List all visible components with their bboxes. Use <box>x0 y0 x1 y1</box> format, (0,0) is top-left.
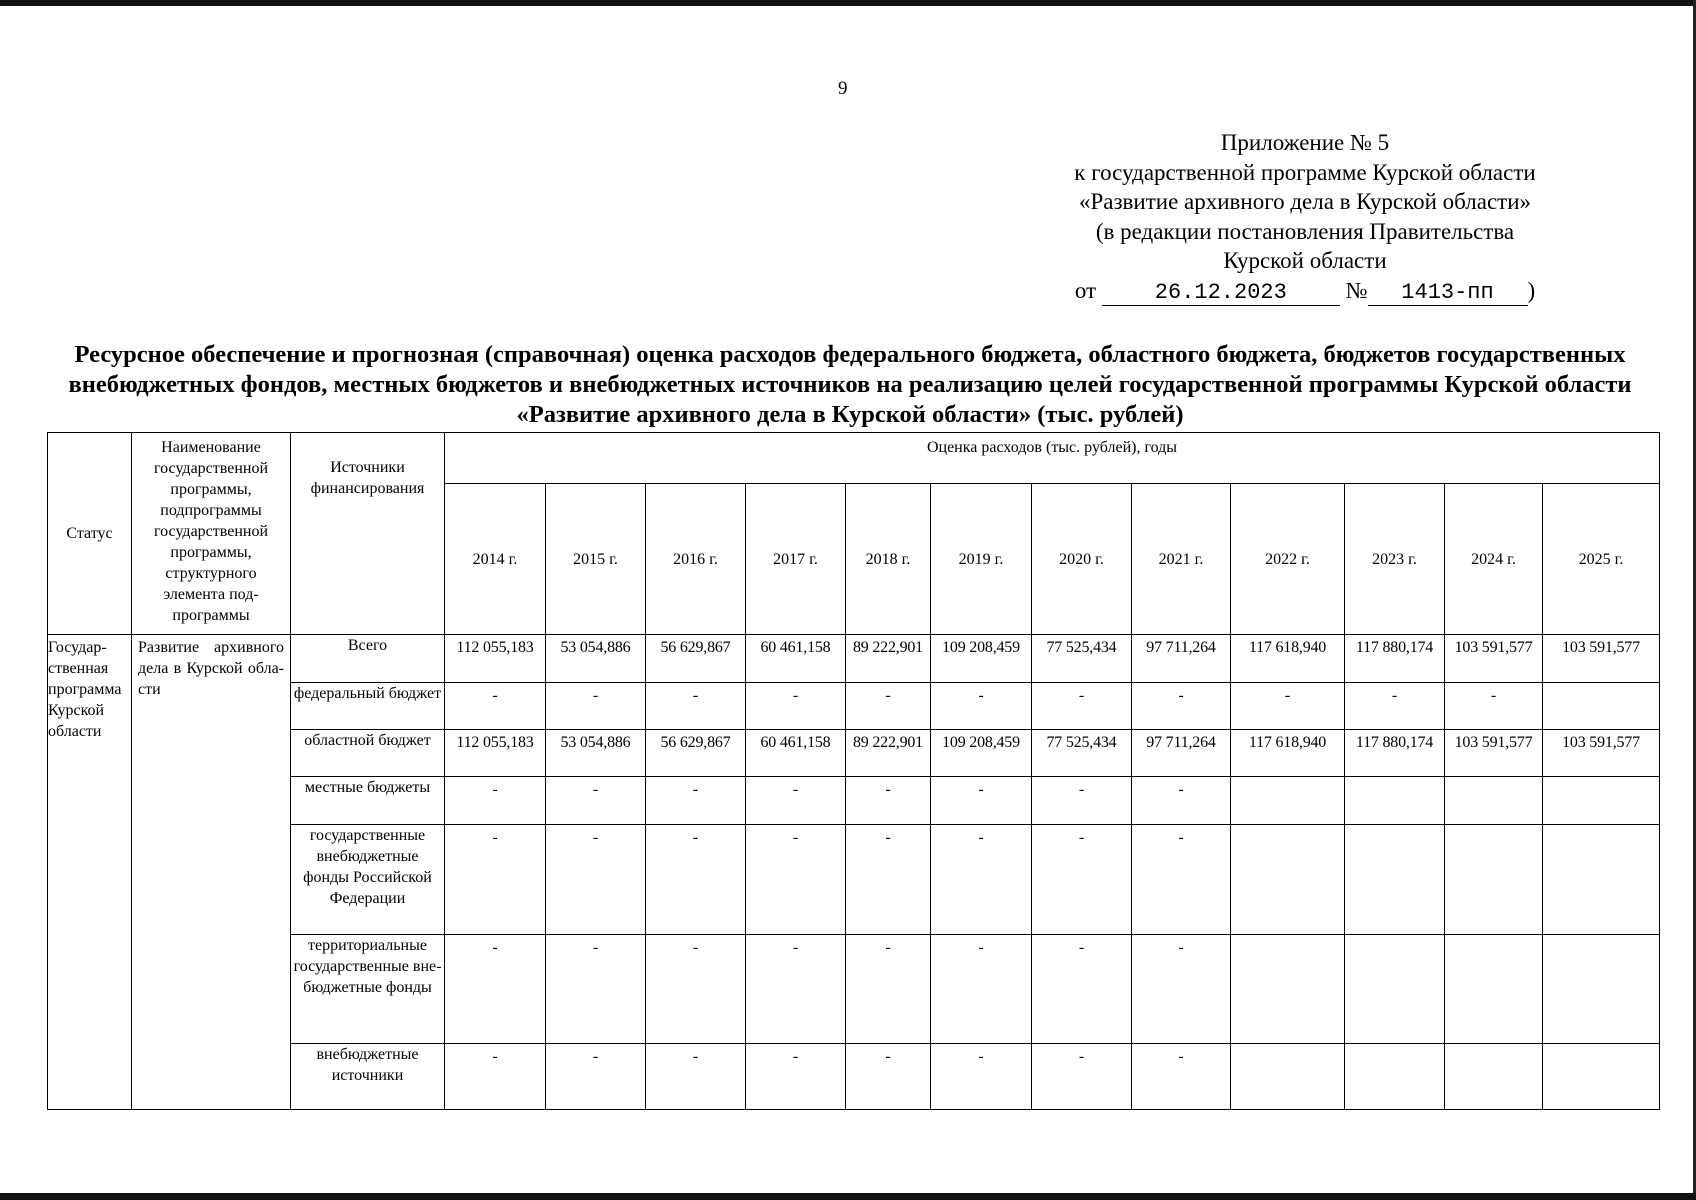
value-cell: - <box>846 1044 931 1110</box>
value-cell: - <box>746 1044 846 1110</box>
from-label: от <box>1074 277 1097 303</box>
value-cell: 77 525,434 <box>1032 635 1132 683</box>
year-header: 2021 г. <box>1132 484 1231 635</box>
value-cell: - <box>746 777 846 825</box>
value-cell: - <box>1231 683 1345 730</box>
value-cell: 103 591,577 <box>1543 635 1660 683</box>
value-cell: 97 711,264 <box>1132 730 1231 777</box>
resources-table <box>47 432 1660 1110</box>
value-cell: 53 054,886 <box>546 730 646 777</box>
appendix-line-3: «Развитие архивного дела в Курской области» <box>1078 189 1532 214</box>
value-cell <box>1543 935 1660 1044</box>
value-cell: 56 629,867 <box>646 635 746 683</box>
value-cell <box>1231 825 1345 935</box>
value-cell: 103 591,577 <box>1445 635 1543 683</box>
document-title: Ресурсное обеспечение и прогнозная (справочная) оценка расходов федерального бюджета, областного бюджета, бюджетов государственных внебюджетных фондов, местных бюджетов и внебюджетных источников на реализацию целей государственной программы Курской области «Развитие архивного дела в Курской области» (тыс. рублей) <box>68 341 1632 428</box>
value-cell: 60 461,158 <box>746 730 846 777</box>
value-cell: - <box>931 777 1032 825</box>
source-cell: местные бюджеты <box>291 777 445 825</box>
decree-number: 1413-пп <box>1368 281 1528 306</box>
value-cell: 89 222,901 <box>846 730 931 777</box>
value-cell: 109 208,459 <box>931 635 1032 683</box>
value-cell <box>1445 777 1543 825</box>
scan-border-top <box>0 0 1696 6</box>
value-cell: 117 618,940 <box>1231 635 1345 683</box>
source-cell: областной бюджет <box>291 730 445 777</box>
value-cell: - <box>445 1044 546 1110</box>
value-cell: - <box>931 683 1032 730</box>
header-sources: Источники финансирования <box>291 433 445 635</box>
source-cell: федеральный бюджет <box>291 683 445 730</box>
value-cell: - <box>846 825 931 935</box>
value-cell: 77 525,434 <box>1032 730 1132 777</box>
value-cell: - <box>846 935 931 1044</box>
appendix-header <box>1010 128 1600 306</box>
value-cell: - <box>1132 825 1231 935</box>
value-cell: - <box>1345 683 1445 730</box>
value-cell: 97 711,264 <box>1132 635 1231 683</box>
value-cell: 60 461,158 <box>746 635 846 683</box>
value-cell: - <box>646 777 746 825</box>
appendix-line-1: Приложение № 5 <box>1220 130 1390 155</box>
value-cell: - <box>445 683 546 730</box>
value-cell: - <box>931 1044 1032 1110</box>
value-cell <box>1345 1044 1445 1110</box>
value-cell: - <box>931 935 1032 1044</box>
value-cell: - <box>1132 1044 1231 1110</box>
value-cell: - <box>1132 683 1231 730</box>
value-cell: 109 208,459 <box>931 730 1032 777</box>
value-cell: - <box>546 825 646 935</box>
value-cell <box>1345 825 1445 935</box>
value-cell: - <box>1032 825 1132 935</box>
appendix-line-4: (в редакции постановления Правительства <box>1095 218 1515 244</box>
source-cell: Всего <box>291 635 445 683</box>
page-number: 9 <box>838 78 848 99</box>
source-cell: территориальные государственные внебюджетные фонды <box>291 935 445 1044</box>
closing-paren: ) <box>1527 277 1536 303</box>
value-cell: - <box>546 1044 646 1110</box>
year-header: 2018 г. <box>846 484 931 635</box>
year-header: 2020 г. <box>1032 484 1132 635</box>
appendix-date-line <box>1010 276 1600 306</box>
value-cell: - <box>546 935 646 1044</box>
value-cell: - <box>1445 683 1543 730</box>
value-cell: - <box>546 777 646 825</box>
value-cell: - <box>1032 935 1132 1044</box>
header-program-name: Наименование государственной программы, подпрограммы государственной программы, структурного элемента подпрограммы <box>132 433 291 635</box>
value-cell <box>1231 777 1345 825</box>
value-cell <box>1345 777 1445 825</box>
value-cell: - <box>445 825 546 935</box>
year-header: 2014 г. <box>445 484 546 635</box>
value-cell: 117 880,174 <box>1345 635 1445 683</box>
decree-date: 26.12.2023 <box>1102 281 1340 306</box>
value-cell: - <box>1132 935 1231 1044</box>
value-cell: - <box>1032 777 1132 825</box>
appendix-line-2: к государственной программе Курской области <box>1074 159 1536 185</box>
value-cell: - <box>1032 1044 1132 1110</box>
value-cell: - <box>746 935 846 1044</box>
value-cell: - <box>1032 683 1132 730</box>
value-cell: - <box>646 1044 746 1110</box>
appendix-line-5: Курской области <box>1223 248 1387 273</box>
value-cell: - <box>846 777 931 825</box>
value-cell <box>1445 1044 1543 1110</box>
value-cell: - <box>1132 777 1231 825</box>
value-cell: 112 055,183 <box>445 635 546 683</box>
value-cell: 103 591,577 <box>1445 730 1543 777</box>
program-name-cell: Развитие архивного дела в Курской области <box>132 635 291 1110</box>
source-cell: внебюджетные источники <box>291 1044 445 1110</box>
year-header: 2024 г. <box>1445 484 1543 635</box>
header-estimate: Оценка расходов (тыс. рублей), годы <box>445 433 1660 484</box>
number-label: № <box>1345 277 1368 303</box>
scan-border-bottom <box>0 1193 1696 1200</box>
source-cell: государственные внебюджетные фонды Российской Федерации <box>291 825 445 935</box>
value-cell: - <box>931 825 1032 935</box>
value-cell <box>1231 1044 1345 1110</box>
year-header: 2019 г. <box>931 484 1032 635</box>
value-cell: - <box>746 825 846 935</box>
value-cell: 112 055,183 <box>445 730 546 777</box>
value-cell: 53 054,886 <box>546 635 646 683</box>
value-cell: - <box>646 935 746 1044</box>
year-header: 2023 г. <box>1345 484 1445 635</box>
value-cell <box>1543 1044 1660 1110</box>
value-cell <box>1231 935 1345 1044</box>
value-cell <box>1345 935 1445 1044</box>
year-header: 2017 г. <box>746 484 846 635</box>
value-cell <box>1543 683 1660 730</box>
value-cell <box>1543 777 1660 825</box>
value-cell <box>1543 825 1660 935</box>
value-cell: 103 591,577 <box>1543 730 1660 777</box>
value-cell: 56 629,867 <box>646 730 746 777</box>
value-cell: - <box>646 683 746 730</box>
value-cell: - <box>746 683 846 730</box>
value-cell: - <box>445 935 546 1044</box>
status-cell: Государственная программа Курской области <box>48 635 132 1110</box>
value-cell: 117 880,174 <box>1345 730 1445 777</box>
value-cell: 89 222,901 <box>846 635 931 683</box>
value-cell: - <box>846 683 931 730</box>
value-cell: - <box>546 683 646 730</box>
year-header: 2022 г. <box>1231 484 1345 635</box>
value-cell <box>1445 935 1543 1044</box>
year-header: 2016 г. <box>646 484 746 635</box>
table-row <box>48 635 1660 683</box>
value-cell: - <box>445 777 546 825</box>
value-cell: 117 618,940 <box>1231 730 1345 777</box>
header-status: Статус <box>48 433 132 635</box>
year-header: 2015 г. <box>546 484 646 635</box>
year-header: 2025 г. <box>1543 484 1660 635</box>
value-cell <box>1445 825 1543 935</box>
value-cell: - <box>646 825 746 935</box>
